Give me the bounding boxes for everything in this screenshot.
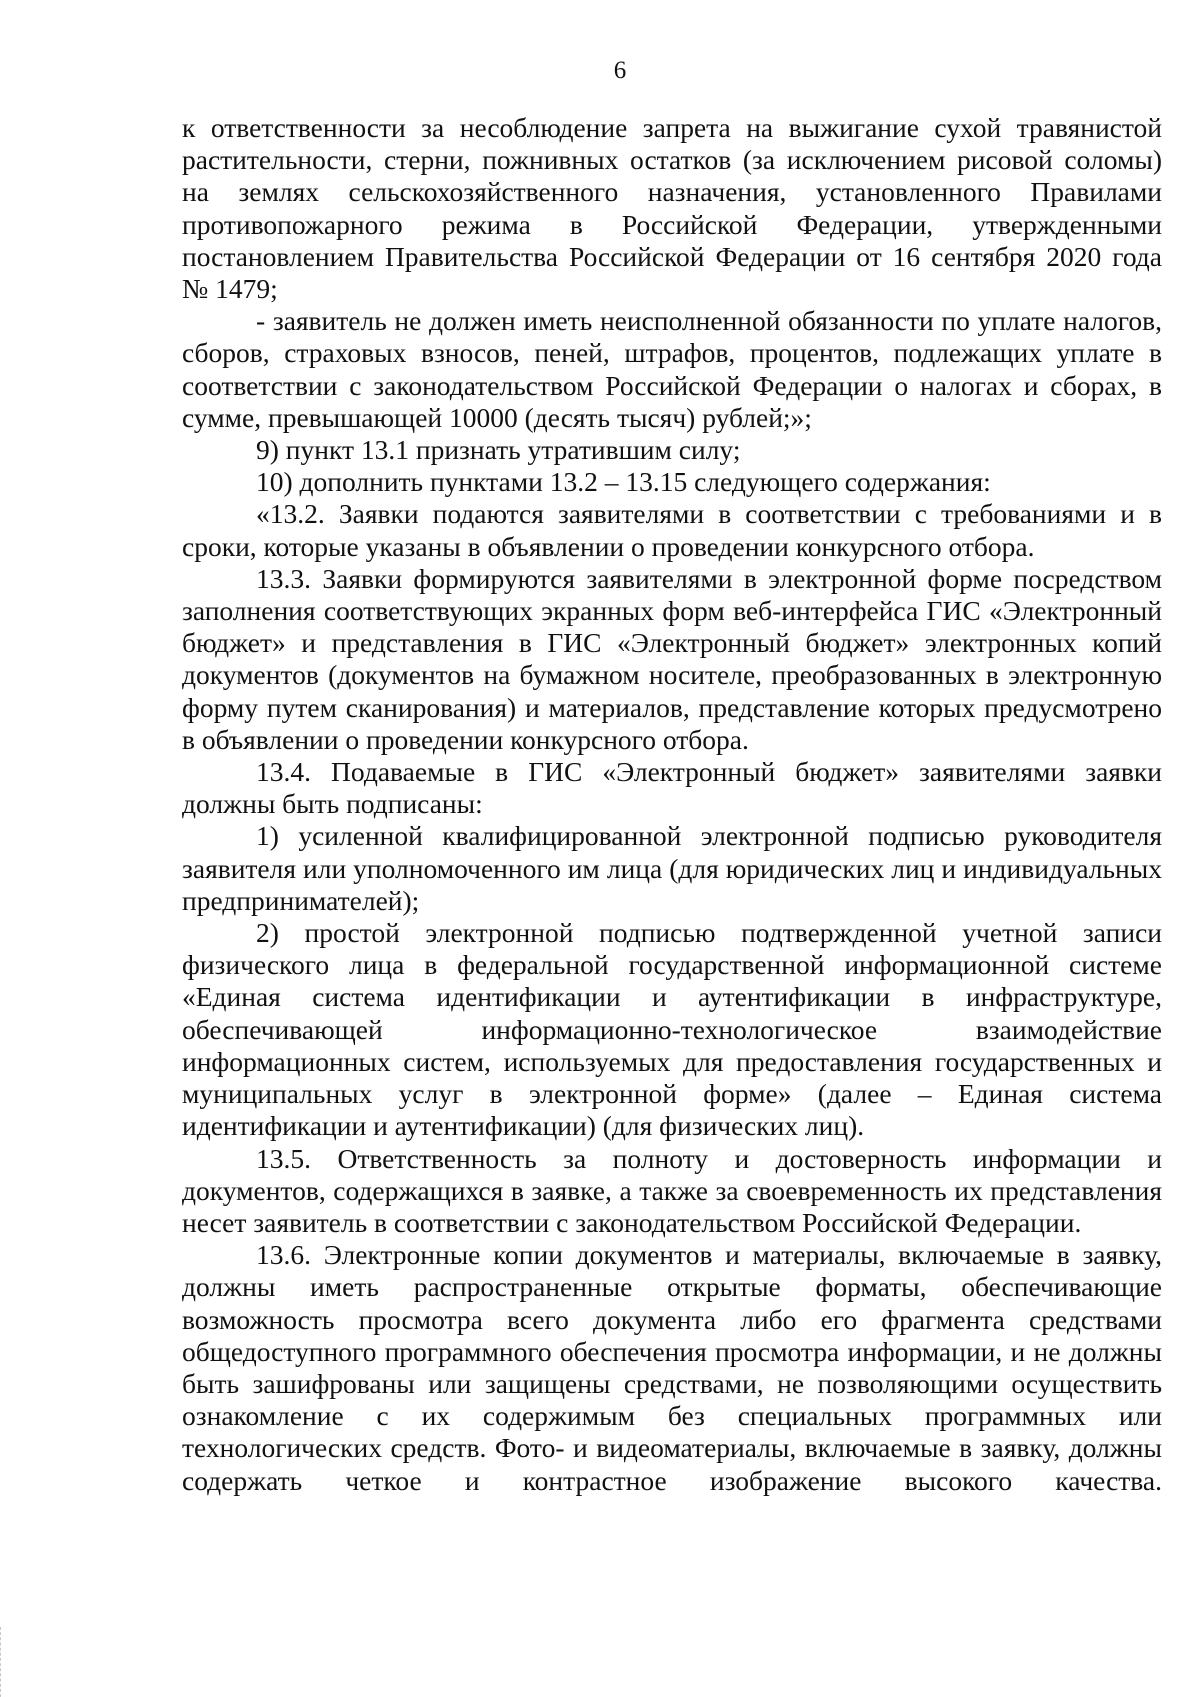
paragraph-13-5: 13.5. Ответственность за полноту и достоверность информации и документов, содержащихся в заявке, а также за своевременность их представления несет заявитель в соответствии с законодательством Российской Федерации. (182, 1142, 1162, 1238)
paragraph-tax-requirement: - заявитель не должен иметь неисполненной обязанности по уплате налогов, сборов, страховых взносов, пеней, штрафов, процентов, подлежащих уплате в соответствии с законодательством Российской Федерации о налогах и сборах, в сумме, превышающей 10000 (десять тысяч) рублей;»; (182, 305, 1162, 433)
paragraph-13-6: 13.6. Электронные копии документов и материалы, включаемые в заявку, должны иметь распространенные открытые форматы, обеспечивающие возможность просмотра всего документа либо его фрагмента средствами общедоступного программного обеспечения просмотра информации, и не должны быть зашифрованы или защищены средствами, не позволяющими осуществить ознакомление с их содержимым без специальных программных или технологических средств. Фото- и видеоматериалы, включаемые в заявку, должны содержать четкое и контрастное изображение высокого качества. (182, 1239, 1162, 1496)
paragraph-13-3: 13.3. Заявки формируются заявителями в электронной форме посредством заполнения соответствующих экранных форм веб-интерфейса ГИС «Электронный бюджет» и представления в ГИС «Электронный бюджет» электронных копий документов (документов на бумажном носителе, преобразованных в электронную форму путем сканирования) и материалов, представление которых предусмотрено в объявлении о проведении конкурсного отбора. (182, 562, 1162, 755)
scan-edge-mark (0, 1627, 11, 1697)
paragraph-13-4-item-1: 1) усиленной квалифицированной электронной подписью руководителя заявителя или уполномоченного им лица (для юридических лиц и индивидуальных предпринимателей); (182, 820, 1162, 916)
paragraph-item-10: 10) дополнить пунктами 13.2 – 13.15 следующего содержания: (256, 466, 991, 498)
paragraph-item-9: 9) пункт 13.1 признать утратившим силу; (256, 434, 741, 466)
paragraph-13-4-item-2: 2) простой электронной подписью подтвержденной учетной записи физического лица в федеральной государственной информационной системе «Единая система идентификации и аутентификации в инфраструктуре, обеспечивающей информационно-технологическое взаимодействие информационных систем, используемых для предоставления государственных и муниципальных услуг в электронной форме» (далее – Единая система идентификации и аутентификации) (для физических лиц). (182, 917, 1162, 1142)
page-number: 6 (613, 57, 627, 84)
paragraph-13-2: «13.2. Заявки подаются заявителями в соответствии с требованиями и в сроки, которые указаны в объявлении о проведении конкурсного отбора. (182, 498, 1162, 562)
paragraph-13-4: 13.4. Подаваемые в ГИС «Электронный бюджет» заявителями заявки должны быть подписаны: (182, 756, 1162, 820)
document-body (182, 112, 1162, 1497)
paragraph-continuation: к ответственности за несоблюдение запрета на выжигание сухой травянистой растительности, стерни, пожнивных остатков (за исключением рисовой соломы) на землях сельскохозяйственного назначения, установленного Правилами противопожарного режима в Российской Федерации, утвержденными постановлением Правительства Российской Федерации от 16 сентября 2020 года № 1479; (182, 112, 1162, 305)
